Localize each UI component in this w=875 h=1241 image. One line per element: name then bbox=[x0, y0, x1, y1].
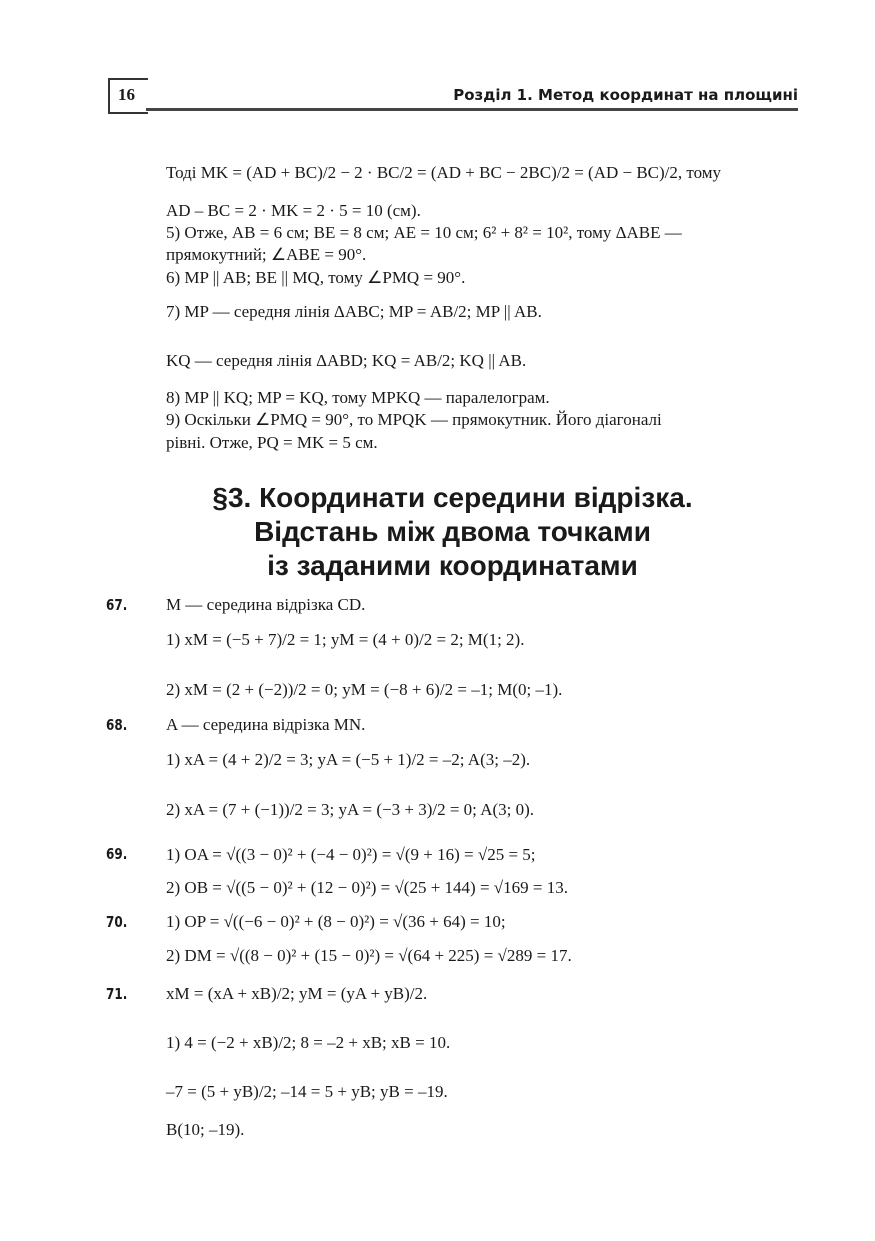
problem-text: xM = (xA + xB)/2; yM = (yA + yB)/2. bbox=[166, 984, 428, 1003]
text-line: рівні. Отже, PQ = MK = 5 см. bbox=[166, 433, 378, 452]
problem-text: B(10; –19). bbox=[166, 1120, 245, 1139]
text-line: Тоді MK = (AD + BC)/2 − 2 · BC/2 = (AD + BC − 2BC)/2 = (AD − BC)/2, тому bbox=[166, 163, 722, 182]
problem-number: 69. bbox=[106, 845, 128, 863]
problem-text: M — середина відрізка CD. bbox=[166, 595, 366, 614]
running-header: Розділ 1. Метод координат на площині bbox=[453, 86, 798, 104]
problem-text: 1) 4 = (−2 + xB)/2; 8 = –2 + xB; xB = 10. bbox=[166, 1033, 451, 1052]
text-line: 8) MP || KQ; MP = KQ, тому MPKQ — паралелограм. bbox=[166, 388, 550, 407]
problem-text: A — середина відрізка MN. bbox=[166, 715, 366, 734]
text-line: 9) Оскільки ∠PMQ = 90°, то MPQK — прямокутник. Його діагоналі bbox=[166, 410, 662, 429]
section-title: із заданими координатами bbox=[267, 550, 638, 581]
problem-number: 67. bbox=[106, 596, 128, 614]
problem-text: 1) OA = √((3 − 0)² + (−4 − 0)²) = √(9 + 16) = √25 = 5; bbox=[166, 845, 536, 864]
problem-text: 1) xA = (4 + 2)/2 = 3; yA = (−5 + 1)/2 = –2; A(3; –2). bbox=[166, 750, 531, 769]
problem-text: 1) OP = √((−6 − 0)² + (8 − 0)²) = √(36 + 64) = 10; bbox=[166, 912, 506, 931]
problem-text: 2) DM = √((8 − 0)² + (15 − 0)²) = √(64 + 225) = √289 = 17. bbox=[166, 946, 572, 965]
page-number: 16 bbox=[118, 85, 135, 104]
problem-number: 71. bbox=[106, 985, 128, 1003]
problem-text: –7 = (5 + yB)/2; –14 = 5 + yB; yB = –19. bbox=[166, 1082, 448, 1101]
problem-number: 70. bbox=[106, 913, 128, 931]
text-line: 6) MP || AB; BE || MQ, тому ∠PMQ = 90°. bbox=[166, 268, 466, 287]
section-title: §3. Координати середини відрізка. bbox=[212, 482, 693, 513]
problem-number: 68. bbox=[106, 716, 128, 734]
text-line: AD – BC = 2 · MK = 2 · 5 = 10 (см). bbox=[166, 201, 421, 220]
text-line: KQ — середня лінія ΔABD; KQ = AB/2; KQ || AB. bbox=[166, 351, 527, 370]
header-rule bbox=[146, 108, 798, 111]
text-line: 7) MP — середня лінія ΔABC; MP = AB/2; MP || AB. bbox=[166, 302, 542, 321]
problem-text: 2) xM = (2 + (−2))/2 = 0; yM = (−8 + 6)/2 = –1; M(0; –1). bbox=[166, 680, 563, 699]
problem-text: 1) xM = (−5 + 7)/2 = 1; yM = (4 + 0)/2 = 2; M(1; 2). bbox=[166, 630, 525, 649]
problem-text: 2) xA = (7 + (−1))/2 = 3; yA = (−3 + 3)/2 = 0; A(3; 0). bbox=[166, 800, 535, 819]
section-title: Відстань між двома точками bbox=[254, 516, 651, 547]
problem-text: 2) OB = √((5 − 0)² + (12 − 0)²) = √(25 + 144) = √169 = 13. bbox=[166, 878, 568, 897]
text-line: 5) Отже, AB = 6 см; BE = 8 см; AE = 10 см; 6² + 8² = 10², тому ΔABE — bbox=[166, 223, 682, 242]
text-line: прямокутний; ∠ABE = 90°. bbox=[166, 245, 367, 264]
